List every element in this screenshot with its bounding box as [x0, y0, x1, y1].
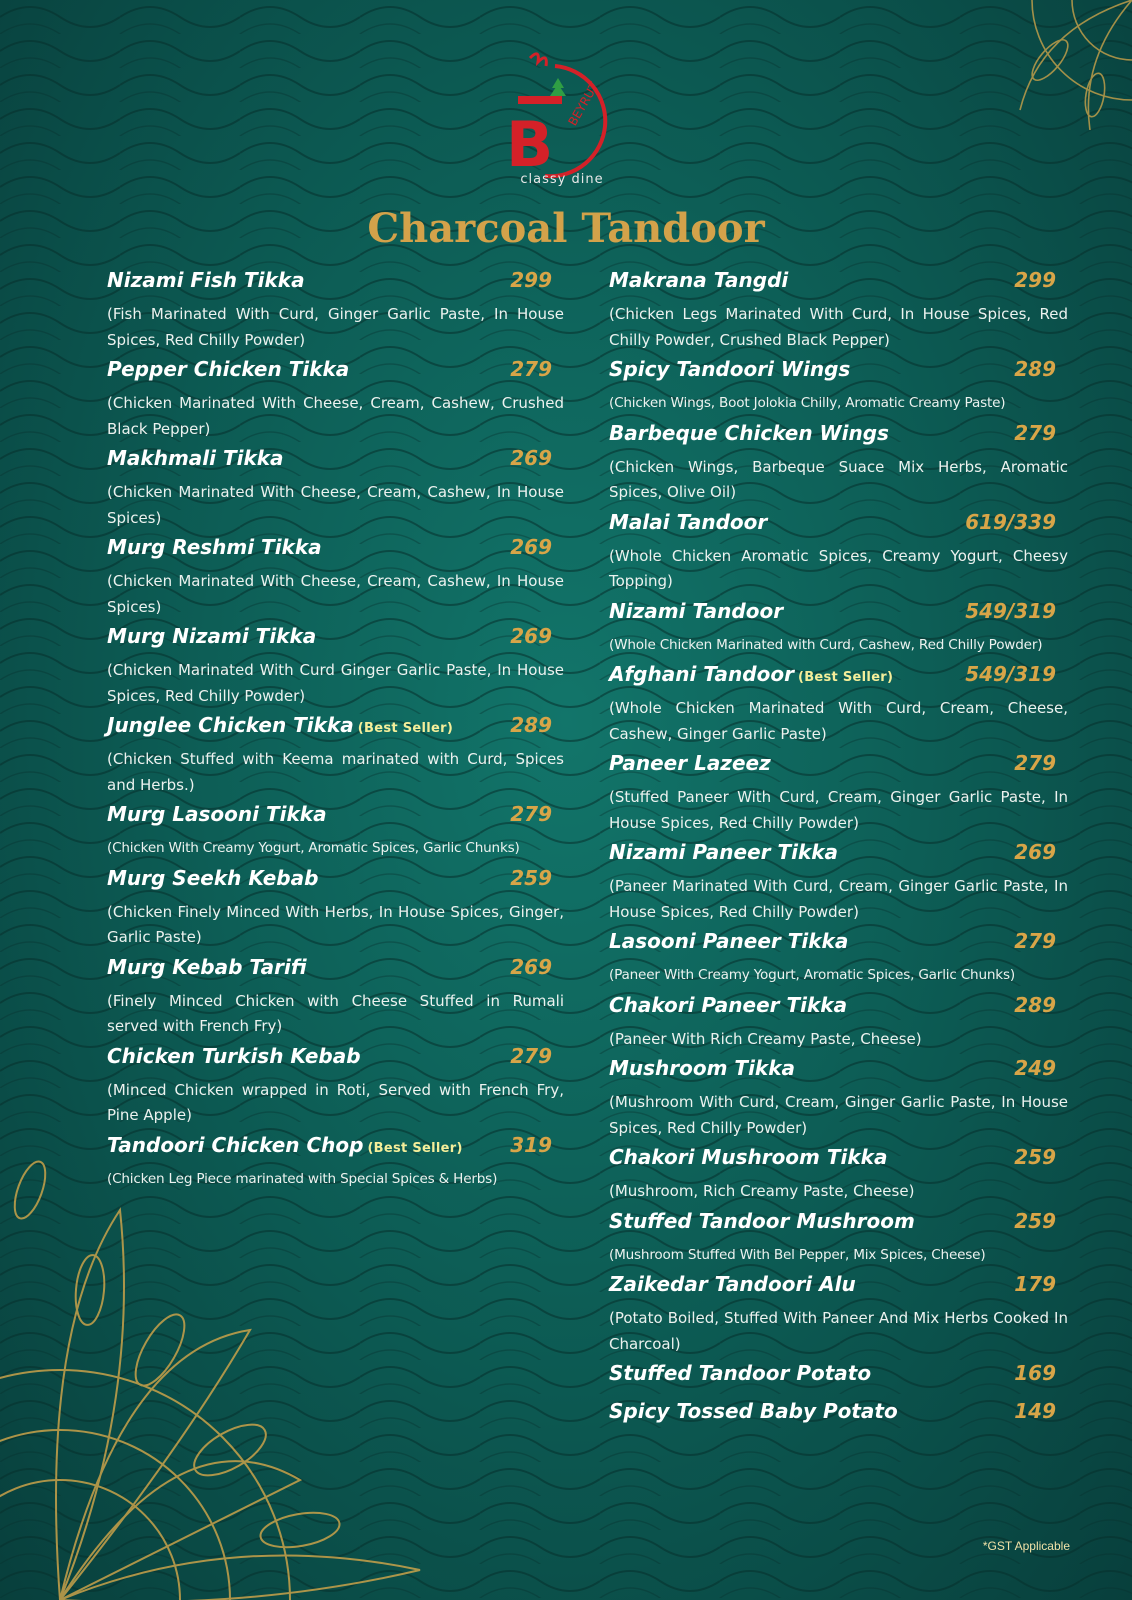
menu-item-description: (Chicken Stuffed with Keema marinated with Curd, Spices and Herbs.) — [107, 750, 564, 794]
menu-item-name-text: Nizami Paneer Tikka — [609, 840, 839, 864]
menu-item-name-text: Stuffed Tandoor Potato — [609, 1361, 872, 1385]
menu-item-name — [609, 1145, 887, 1169]
menu-item-price: 269 — [510, 954, 552, 979]
menu-item-name — [107, 802, 327, 826]
menu-item — [107, 535, 564, 620]
menu-item — [609, 268, 1068, 353]
menu-item-name — [609, 662, 893, 686]
menu-item-name — [107, 624, 316, 648]
menu-item-name-text: Murg Reshmi Tikka — [107, 535, 322, 559]
menu-item-name-text: Paneer Lazeez — [609, 751, 771, 775]
menu-item-header — [609, 1399, 1068, 1433]
brand-tagline: classy dine — [520, 172, 604, 187]
menu-item-description: (Whole Chicken Marinated with Curd, Cashew, Red Chilly Powder) — [609, 636, 1043, 653]
menu-item-name — [609, 751, 771, 775]
menu-item-header — [107, 955, 564, 989]
menu-item-header — [609, 993, 1068, 1027]
menu-item — [609, 840, 1068, 925]
menu-item-description: (Chicken Legs Marinated With Curd, In House Spices, Red Chilly Powder, Crushed Black Pepper) — [609, 305, 1068, 349]
menu-item-name-text: Spicy Tandoori Wings — [609, 357, 851, 381]
menu-item-header — [609, 1056, 1068, 1090]
best-seller-badge: (Best Seller) — [357, 721, 454, 736]
menu-item-header — [609, 1145, 1068, 1179]
menu-item-price: 279 — [1014, 751, 1056, 775]
menu-item-price: 289 — [510, 713, 552, 737]
menu-item-header — [609, 929, 1068, 963]
menu-item-name — [107, 955, 307, 979]
menu-item-header — [609, 840, 1068, 874]
menu-item-price: 619/339 — [965, 509, 1056, 534]
menu-item-name — [609, 510, 767, 534]
menu-item-price: 289 — [1014, 357, 1056, 381]
menu-item-name — [609, 1361, 871, 1385]
menu-item — [609, 1056, 1068, 1141]
gst-footnote: *GST Applicable — [982, 1539, 1070, 1553]
menu-item-name — [107, 268, 305, 292]
menu-item-price: 149 — [1014, 1399, 1056, 1423]
menu-item — [609, 1399, 1068, 1433]
menu-item-description: (Chicken Finely Minced With Herbs, In House Spices, Ginger, Garlic Paste) — [107, 902, 564, 946]
menu-item-price: 259 — [1014, 1145, 1056, 1169]
menu-item-description: (Chicken Leg Piece marinated with Special Spices & Herbs) — [107, 1170, 498, 1187]
right-menu-column — [609, 268, 1068, 1437]
menu-item-price: 279 — [510, 1043, 552, 1068]
menu-item-name-text: Murg Nizami Tikka — [107, 624, 317, 648]
menu-item-header — [609, 357, 1068, 391]
menu-item — [609, 599, 1068, 659]
menu-item-name-text: Nizami Tandoor — [609, 598, 784, 623]
menu-item-header — [107, 357, 564, 391]
menu-item-header — [107, 713, 564, 747]
menu-item-name-text: Makhmali Tikka — [107, 446, 284, 470]
menu-item-price: 299 — [1014, 268, 1056, 292]
menu-item-price: 269 — [510, 535, 552, 559]
menu-item-header — [107, 1044, 564, 1078]
menu-item — [107, 357, 564, 442]
menu-item-name — [609, 421, 889, 445]
menu-item-header — [609, 662, 1068, 696]
menu-item-header — [609, 510, 1068, 544]
menu-item-name — [609, 993, 847, 1017]
menu-item-name-text: Junglee Chicken Tikka — [107, 713, 354, 737]
menu-item-header — [107, 866, 564, 900]
menu-item-description: (Whole Chicken Marinated With Curd, Cream, Cheese, Cashew, Ginger Garlic Paste) — [609, 699, 1068, 743]
menu-item-name-text: Barbeque Chicken Wings — [609, 420, 889, 445]
menu-item — [107, 713, 564, 798]
menu-item — [609, 1209, 1068, 1269]
menu-item-name-text: Chakori Paneer Tikka — [609, 992, 848, 1017]
menu-item-description: (Potato Boiled, Stuffed With Paneer And Mix Herbs Cooked In Charcoal) — [609, 1309, 1068, 1353]
logo-letter: B — [506, 108, 554, 181]
best-seller-badge: (Best Seller) — [797, 670, 894, 685]
menu-item-name — [107, 357, 349, 381]
menu-item-price: 169 — [1014, 1361, 1056, 1385]
menu-item-name — [609, 599, 783, 623]
menu-item-description: (Paneer With Creamy Yogurt, Aromatic Spices, Garlic Chunks) — [609, 967, 1015, 983]
menu-item-description: (Minced Chicken wrapped in Roti, Served with French Fry, Pine Apple) — [107, 1080, 564, 1124]
menu-item-price: 549/319 — [965, 598, 1056, 623]
menu-item-header — [609, 1272, 1068, 1306]
menu-item-price: 279 — [510, 357, 552, 381]
menu-item — [609, 421, 1068, 506]
menu-item — [107, 1044, 564, 1129]
menu-item — [609, 357, 1068, 417]
page-title: Charcoal Tandoor — [367, 205, 765, 252]
menu-item-header — [107, 624, 564, 658]
menu-item-name-text: Spicy Tossed Baby Potato — [609, 1399, 898, 1423]
menu-item-name-text: Zaikedar Tandoori Alu — [609, 1272, 856, 1296]
menu-item-name — [609, 1209, 915, 1233]
menu-item-name — [107, 446, 284, 470]
menu-item-name — [107, 1044, 361, 1068]
menu-item-price: 249 — [1014, 1056, 1056, 1080]
menu-item-price: 269 — [510, 446, 552, 470]
menu-item-price: 279 — [1014, 420, 1056, 445]
menu-item-name-text: Nizami Fish Tikka — [107, 268, 305, 292]
menu-item-price: 259 — [1014, 1208, 1056, 1233]
menu-item-header — [609, 751, 1068, 785]
menu-item-name — [107, 713, 453, 737]
menu-item — [609, 751, 1068, 836]
menu-item-header — [107, 446, 564, 480]
menu-item-name-text: Afghani Tandoor — [609, 662, 794, 686]
menu-item-name — [609, 929, 848, 953]
menu-item — [107, 866, 564, 951]
menu-item — [107, 268, 564, 353]
menu-item-name-text: Murg Kebab Tarifi — [107, 954, 307, 979]
menu-item-name-text: Mushroom Tikka — [609, 1056, 796, 1080]
menu-item-header — [107, 535, 564, 569]
menu-item-name-text: Malai Tandoor — [609, 509, 768, 534]
logo-word: BEYRUT — [565, 79, 602, 129]
menu-item-description: (Chicken With Creamy Yogurt, Aromatic Spices, Garlic Chunks) — [107, 840, 520, 856]
menu-item-price: 549/319 — [965, 662, 1056, 686]
menu-item-name — [609, 268, 788, 292]
menu-item-header — [609, 1209, 1068, 1243]
menu-item-name-text: Makrana Tangdi — [609, 268, 789, 292]
menu-item-price: 269 — [1014, 840, 1056, 864]
menu-item-name — [107, 535, 322, 559]
menu-item-name-text: Pepper Chicken Tikka — [107, 357, 350, 381]
menu-item-price: 299 — [510, 268, 552, 292]
menu-item — [107, 624, 564, 709]
menu-item-description: (Mushroom With Curd, Cream, Ginger Garlic Paste, In House Spices, Red Chilly Powder) — [609, 1093, 1068, 1137]
menu-item — [609, 1272, 1068, 1357]
menu-item — [107, 1133, 564, 1193]
gold-mandala-decoration-bottom-left — [0, 1150, 440, 1600]
menu-item-name — [609, 840, 838, 864]
menu-item-name-text: Tandoori Chicken Chop — [107, 1132, 364, 1157]
menu-item-header — [609, 1361, 1068, 1395]
gold-mandala-decoration-top-right — [1000, 0, 1132, 130]
menu-item-header — [609, 268, 1068, 302]
menu-item-header — [107, 802, 564, 836]
menu-item-name-text: Chakori Mushroom Tikka — [609, 1145, 888, 1169]
menu-item-name-text: Chicken Turkish Kebab — [107, 1043, 361, 1068]
menu-item — [107, 446, 564, 531]
menu-item — [107, 955, 564, 1040]
menu-item-description: (Mushroom, Rich Creamy Paste, Cheese) — [609, 1182, 915, 1200]
menu-item — [609, 929, 1068, 989]
menu-item-name-text: Stuffed Tandoor Mushroom — [609, 1208, 915, 1233]
menu-item — [609, 510, 1068, 595]
menu-item — [107, 802, 564, 862]
menu-item-name — [609, 357, 850, 381]
menu-item-name-text: Murg Lasooni Tikka — [107, 802, 327, 826]
menu-item-name-text: Murg Seekh Kebab — [107, 865, 319, 890]
menu-item-description: (Chicken Wings, Boot Jolokia Chilly, Aromatic Creamy Paste) — [609, 395, 1006, 411]
left-menu-column — [107, 268, 564, 1196]
menu-item-description: (Chicken Marinated With Cheese, Cream, Cashew, In House Spices) — [107, 572, 564, 616]
menu-item-price: 269 — [510, 624, 552, 648]
menu-item-name — [107, 866, 318, 890]
menu-item — [609, 662, 1068, 747]
menu-item-description: (Chicken Marinated With Cheese, Cream, Cashew, In House Spices) — [107, 483, 564, 527]
menu-item — [609, 993, 1068, 1053]
menu-item-header — [107, 268, 564, 302]
menu-item-description: (Chicken Marinated With Cheese, Cream, Cashew, Crushed Black Pepper) — [107, 394, 564, 438]
menu-item-description: (Chicken Marinated With Curd Ginger Garlic Paste, In House Spices, Red Chilly Powder) — [107, 661, 564, 705]
menu-item-price: 179 — [1014, 1272, 1056, 1296]
menu-item-name-text: Lasooni Paneer Tikka — [609, 929, 849, 953]
menu-item-description: (Whole Chicken Aromatic Spices, Creamy Yogurt, Cheesy Topping) — [609, 546, 1068, 590]
menu-item-name — [609, 1272, 856, 1296]
menu-item-description: (Mushroom Stuffed With Bel Pepper, Mix Spices, Cheese) — [609, 1246, 986, 1263]
menu-item-header — [609, 421, 1068, 455]
menu-item-name — [609, 1399, 898, 1423]
menu-item-description: (Stuffed Paneer With Curd, Cream, Ginger Garlic Paste, In House Spices, Red Chilly Powder) — [609, 788, 1068, 832]
menu-item-price: 279 — [1014, 929, 1056, 953]
menu-item-description: (Chicken Wings, Barbeque Suace Mix Herbs, Aromatic Spices, Olive Oil) — [609, 457, 1068, 501]
menu-item-description: (Finely Minced Chicken with Cheese Stuffed in Rumali served with French Fry) — [107, 991, 564, 1035]
menu-item-name — [107, 1133, 463, 1157]
menu-item-header — [609, 599, 1068, 633]
menu-item-description: (Paneer Marinated With Curd, Cream, Ginger Garlic Paste, In House Spices, Red Chilly Powder) — [609, 877, 1068, 921]
menu-item-description: (Paneer With Rich Creamy Paste, Cheese) — [609, 1029, 922, 1048]
menu-item-description: (Fish Marinated With Curd, Ginger Garlic Paste, In House Spices, Red Chilly Powder) — [107, 305, 564, 349]
menu-item-price: 279 — [510, 802, 552, 826]
menu-item — [609, 1145, 1068, 1205]
menu-item-header — [107, 1133, 564, 1167]
menu-item-price: 319 — [510, 1132, 552, 1157]
menu-item — [609, 1361, 1068, 1395]
menu-item-price: 259 — [510, 865, 552, 890]
menu-item-price: 289 — [1014, 992, 1056, 1017]
best-seller-badge: (Best Seller) — [367, 1140, 463, 1156]
menu-item-name — [609, 1056, 795, 1080]
